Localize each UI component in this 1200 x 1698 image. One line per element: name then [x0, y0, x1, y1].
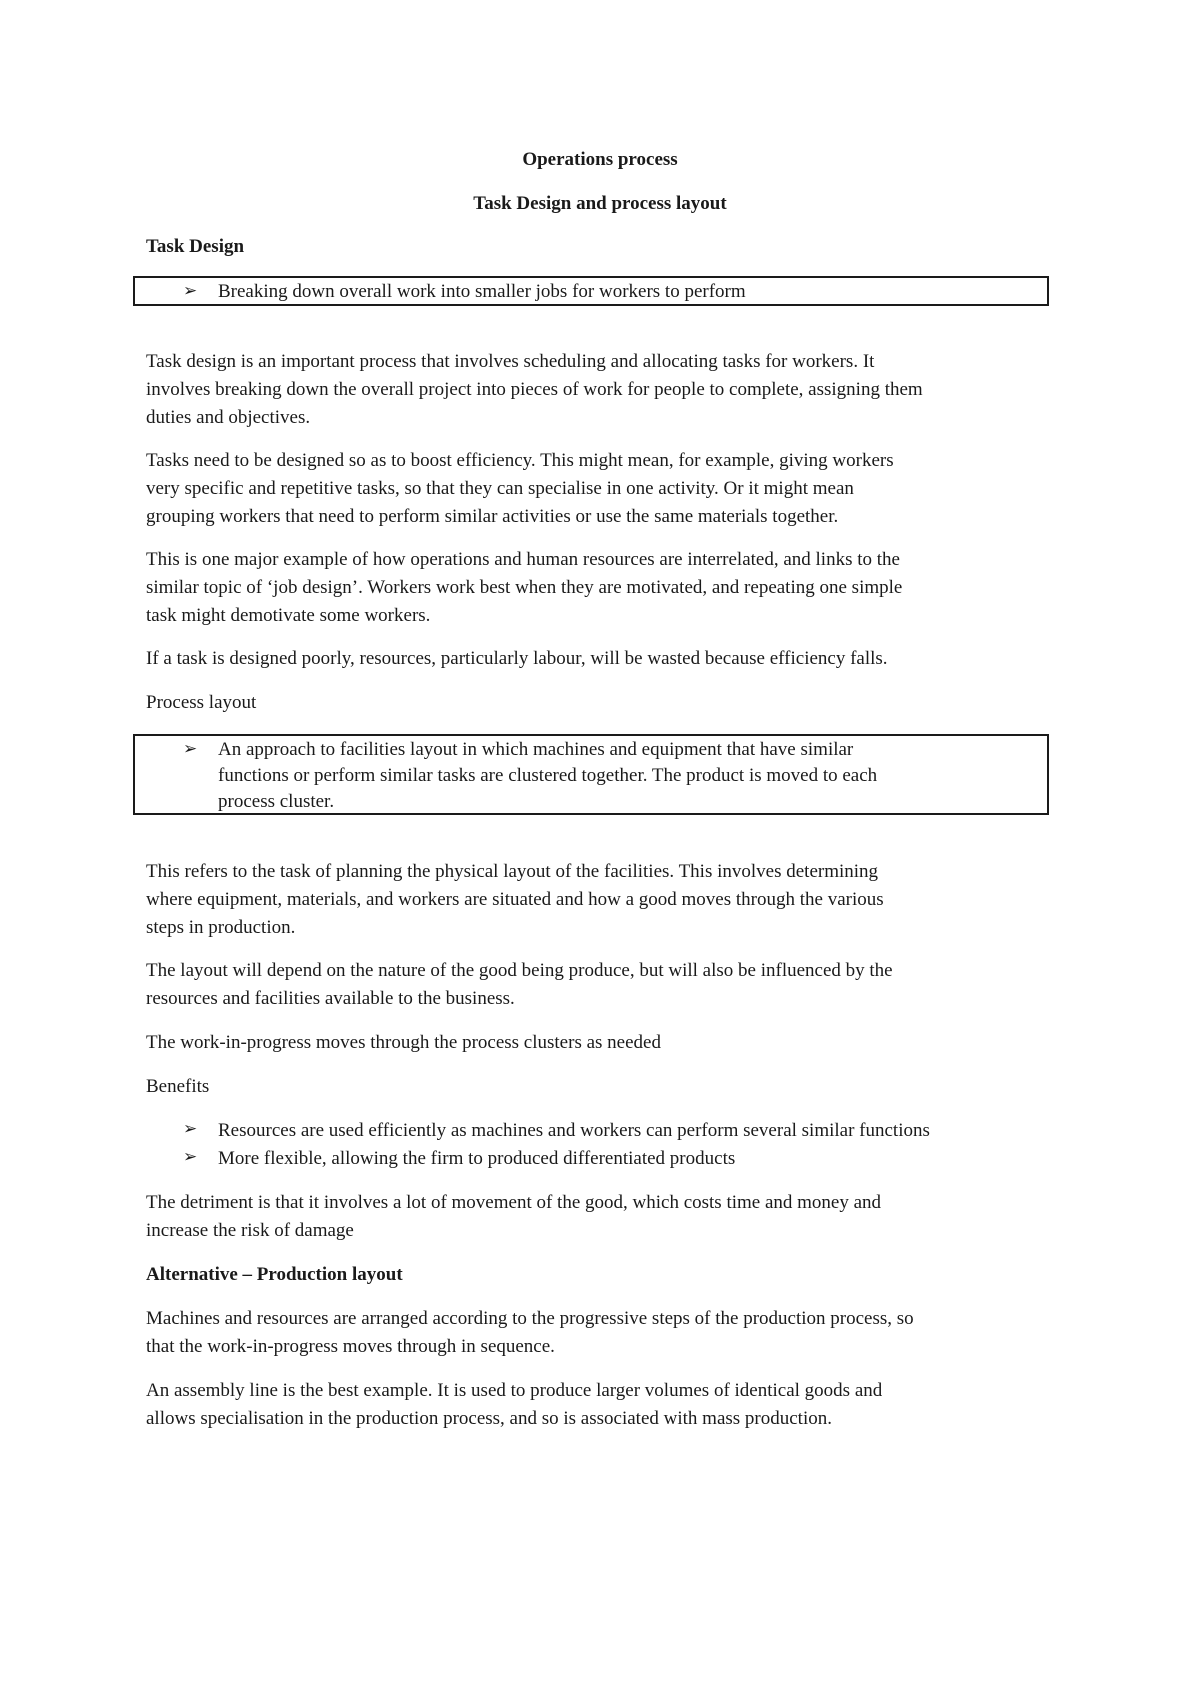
task-design-paragraph-2-line-3: grouping workers that need to perform similar activities or use the same materials together.: [146, 506, 839, 527]
process-layout-paragraph-3: The work-in-progress moves through the process clusters as needed: [146, 1032, 661, 1053]
task-design-paragraph-3-line-2: similar topic of ‘job design’. Workers work best when they are motivated, and repeating one simple: [146, 577, 903, 598]
benefit-item: Resources are used efficiently as machines and workers can perform several similar functions: [218, 1120, 930, 1141]
task-design-paragraph-4: If a task is designed poorly, resources, particularly labour, will be wasted because efficiency falls.: [146, 648, 888, 669]
process-layout-definition-line-3: process cluster.: [218, 791, 335, 812]
production-layout-paragraph-1-line-2: that the work-in-progress moves through in sequence.: [146, 1336, 555, 1357]
process-layout-paragraph-4-line-2: increase the risk of damage: [146, 1220, 354, 1241]
process-layout-paragraph-2-line-1: The layout will depend on the nature of the good being produce, but will also be influenced by the: [146, 960, 893, 981]
task-design-paragraph-1-line-2: involves breaking down the overall project into pieces of work for people to complete, assigning them: [146, 379, 923, 400]
process-layout-paragraph-1-line-3: steps in production.: [146, 917, 296, 938]
arrow-bullet-icon: ➢: [183, 281, 198, 301]
process-layout-paragraph-1-line-2: where equipment, materials, and workers are situated and how a good moves through the various: [146, 889, 884, 910]
production-layout-paragraph-2-line-2: allows specialisation in the production process, and so is associated with mass production.: [146, 1408, 832, 1429]
task-design-paragraph-2-line-2: very specific and repetitive tasks, so that they can specialise in one activity. Or it might mean: [146, 478, 854, 499]
benefit-item: More flexible, allowing the firm to produced differentiated products: [218, 1148, 736, 1169]
arrow-bullet-icon: ➢: [183, 739, 198, 759]
arrow-bullet-icon: ➢: [183, 1147, 198, 1167]
benefits-heading: Benefits: [146, 1076, 210, 1097]
process-layout-definition-line-1: An approach to facilities layout in which machines and equipment that have similar: [218, 739, 854, 760]
task-design-paragraph-2-line-1: Tasks need to be designed so as to boost efficiency. This might mean, for example, giving workers: [146, 450, 894, 471]
task-design-heading: Task Design: [146, 236, 245, 257]
task-design-paragraph-3-line-1: This is one major example of how operations and human resources are interrelated, and links to the: [146, 549, 900, 570]
process-layout-definition-line-2: functions or perform similar tasks are clustered together. The product is moved to each: [218, 765, 878, 786]
page-title: Operations process: [522, 149, 678, 170]
process-layout-paragraph-4-line-1: The detriment is that it involves a lot of movement of the good, which costs time and money and: [146, 1192, 882, 1213]
page-subtitle: Task Design and process layout: [473, 193, 727, 214]
task-design-definition: Breaking down overall work into smaller jobs for workers to perform: [218, 281, 746, 302]
task-design-paragraph-1-line-1: Task design is an important process that involves scheduling and allocating tasks for workers. It: [146, 351, 875, 372]
production-layout-paragraph-2-line-1: An assembly line is the best example. It is used to produce larger volumes of identical goods and: [146, 1380, 883, 1401]
process-layout-heading: Process layout: [146, 692, 257, 713]
arrow-bullet-icon: ➢: [183, 1119, 198, 1139]
task-design-paragraph-3-line-3: task might demotivate some workers.: [146, 605, 431, 626]
production-layout-paragraph-1-line-1: Machines and resources are arranged according to the progressive steps of the production process, so: [146, 1308, 914, 1329]
process-layout-paragraph-2-line-2: resources and facilities available to the business.: [146, 988, 515, 1009]
process-layout-paragraph-1-line-1: This refers to the task of planning the physical layout of the facilities. This involves determining: [146, 861, 879, 882]
task-design-paragraph-1-line-3: duties and objectives.: [146, 407, 311, 428]
production-layout-heading: Alternative – Production layout: [146, 1264, 403, 1285]
